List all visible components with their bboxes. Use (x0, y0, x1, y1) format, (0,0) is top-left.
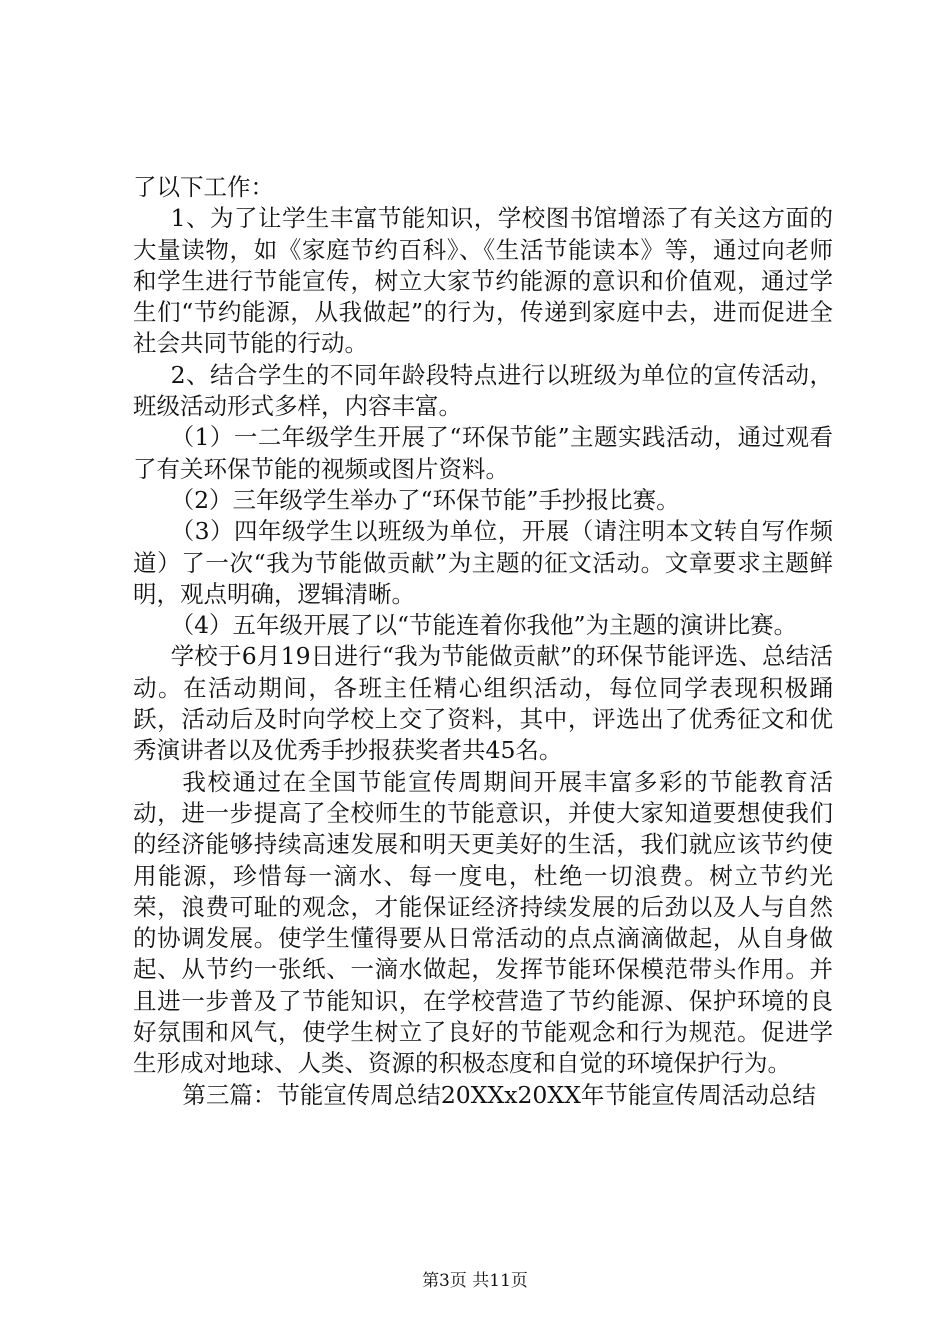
paragraph-subitem-2: （2）三年级学生举办了“环保节能”手抄报比赛。 (170, 485, 680, 514)
page-footer: 第3页 共11页 (422, 1271, 528, 1291)
paragraph-continuation: 了以下工作： (133, 173, 274, 201)
section-heading: 第三篇：节能宣传周总结20XXx20XX年节能宣传周活动总结 (182, 1080, 816, 1109)
paragraph-review-event: 学校于6月19日进行“我为节能做贡献”的环保节能评选、总结活动。在活动期间，各班主任精心组织活动，每位同学表现积极踊跃，活动后及时向学校上交了资料，其中，评选出了优秀征文和优秀演讲者以及优秀手抄报获奖者共45名。 (133, 642, 833, 765)
paragraph-subitem-3: （3）四年级学生以班级为单位，开展（请注明本文转自写作频道）了一次“我为节能做贡献”为主题的征文活动。文章要求主题鲜明，观点明确，逻辑清晰。 (133, 517, 833, 608)
paragraph-item-1: 1、为了让学生丰富节能知识，学校图书馆增添了有关这方面的大量读物，如《家庭节约百科》、《生活节能读本》等，通过向老师和学生进行节能宣传，树立大家节约能源的意识和价值观，通过学生们“节约能源，从我做起”的行为，传递到家庭中去，进而促进全社会共同节能的行动。 (133, 204, 833, 358)
document-body (133, 172, 833, 1111)
paragraph-subitem-4: （4）五年级开展了以“节能连着你我他”为主题的演讲比赛。 (170, 611, 798, 640)
paragraph-conclusion: 我校通过在全国节能宣传周期间开展丰富多彩的节能教育活动，进一步提高了全校师生的节能意识，并使大家知道要想使我们的经济能够持续高速发展和明天更美好的生活，我们就应该节约使用能源，珍惜每一滴水、每一度电，杜绝一切浪费。树立节约光荣，浪费可耻的观念，才能保证经济持续发展的后劲以及人与自然的协调发展。使学生懂得要从日常活动的点点滴滴做起，从自身做起、从节约一张纸、一滴水做起，发挥节能环保模范带头作用。并且进一步普及了节能知识，在学校营造了节约能源、保护环境的良好氛围和风气，使学生树立了良好的节能观念和行为规范。促进学生形成对地球、人类、资源的积极态度和自觉的环境保护行为。 (133, 767, 833, 1078)
paragraph-item-2: 2、结合学生的不同年龄段特点进行以班级为单位的宣传活动，班级活动形式多样，内容丰富。 (133, 360, 833, 421)
paragraph-subitem-1: （1）一二年级学生开展了“环保节能”主题实践活动，通过观看了有关环保节能的视频或图片资料。 (133, 423, 833, 483)
